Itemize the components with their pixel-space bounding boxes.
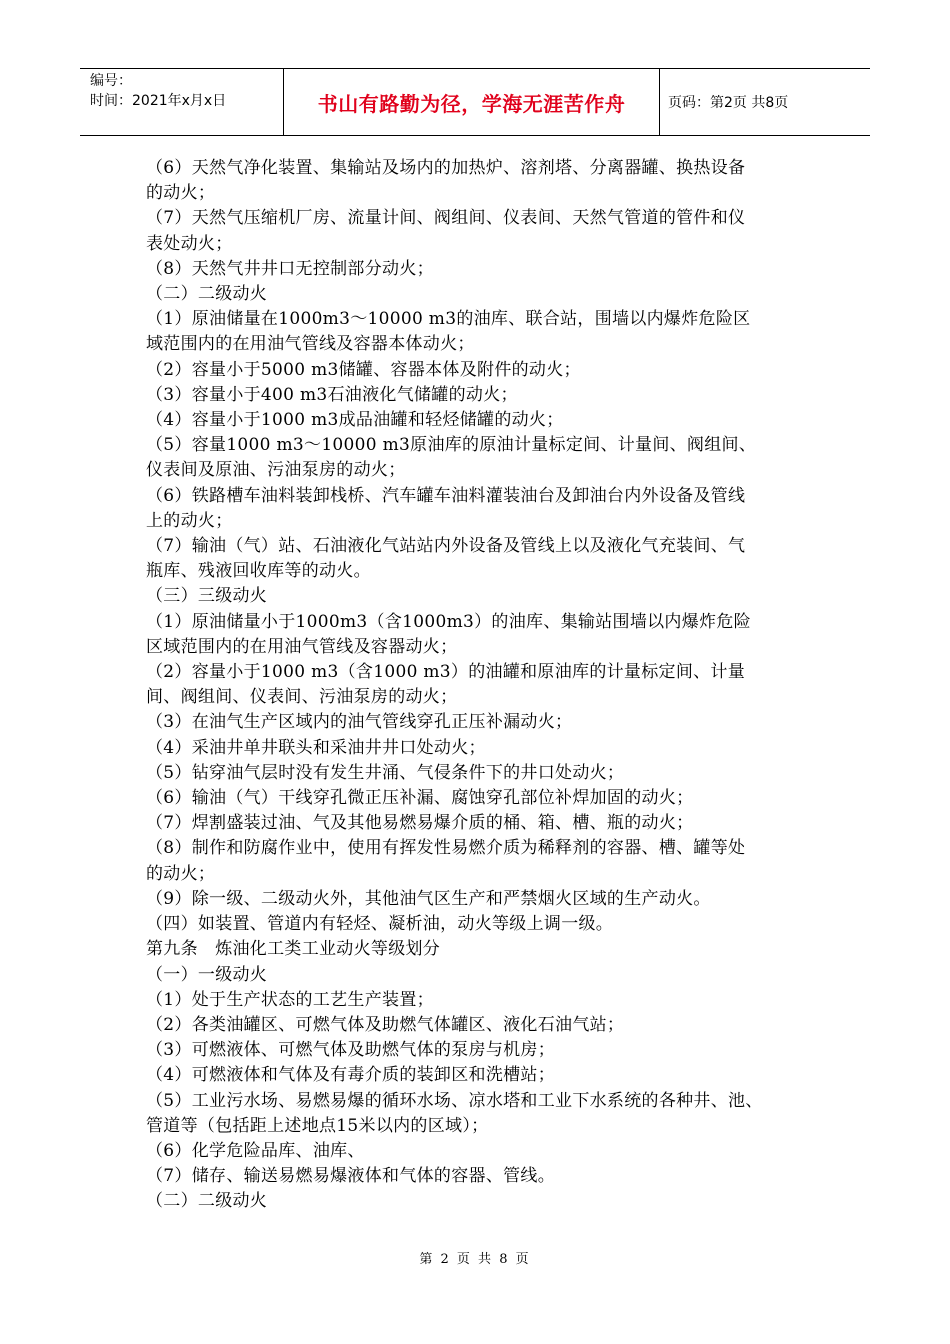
- body-line: （5）容量1000 m3～10000 m3原油库的原油计量标定间、计量间、阀组间、: [146, 435, 757, 456]
- body-line: （6）化学危险品库、油库、: [146, 1140, 365, 1161]
- body-line: （8）天然气井井口无控制部分动火；: [146, 258, 434, 279]
- body-line: 上的动火；: [146, 510, 233, 531]
- document-number-label: 编号：: [90, 73, 132, 89]
- body-line: （2）容量小于5000 m3储罐、容器本体及附件的动火；: [146, 359, 581, 380]
- document-header: [80, 68, 870, 136]
- header-meta: [80, 69, 284, 135]
- body-line: （6）铁路槽车油料装卸栈桥、汽车罐车油料灌装油台及卸油台内外设备及管线: [146, 485, 746, 506]
- body-line: 间、阀组间、仪表间、污油泵房的动火；: [146, 687, 458, 708]
- body-line: （4）可燃液体和气体及有毒介质的装卸区和洗槽站；: [146, 1065, 556, 1086]
- body-line: 仪表间及原油、污油泵房的动火；: [146, 460, 406, 481]
- body-line: （三）三级动火: [146, 586, 268, 607]
- body-line: （1）原油储量在1000m3～10000 m3的油库、联合站，围墙以内爆炸危险区: [146, 309, 751, 330]
- page-footer: 第 2 页 共 8 页: [419, 1252, 531, 1267]
- body-line: （8）制作和防腐作业中，使用有挥发性易燃介质为稀释剂的容器、槽、罐等处: [146, 838, 746, 859]
- body-line: （7）输油（气）站、石油液化气站站内外设备及管线上以及液化气充装间、气: [146, 536, 746, 557]
- body-line: 区域范围内的在用油气管线及容器动火；: [146, 636, 458, 657]
- body-line: （7）焊割盛装过油、气及其他易燃易爆介质的桶、箱、槽、瓶的动火；: [146, 813, 694, 834]
- body-line: （6）输油（气）干线穿孔微正压补漏、腐蚀穿孔部位补焊加固的动火；: [146, 788, 694, 809]
- body-line: （9）除一级、二级动火外，其他油气区生产和严禁烟火区域的生产动火。: [146, 888, 711, 909]
- body-line: （二）二级动火: [146, 1191, 268, 1212]
- body-line: （5）工业污水场、易燃易爆的循环水场、凉水塔和工业下水系统的各种井、池、: [146, 1090, 763, 1111]
- document-time-label: 时间：2021年x月x日: [90, 93, 227, 109]
- body-line: （一）一级动火: [146, 964, 268, 985]
- body-line: 表处动火；: [146, 233, 233, 254]
- body-line: 瓶库、残液回收库等的动火。: [146, 561, 371, 582]
- body-line: （7）天然气压缩机厂房、流量计间、阀组间、仪表间、天然气管道的管件和仪: [146, 208, 746, 229]
- body-line: （四）如装置、管道内有轻烃、凝析油，动火等级上调一级。: [146, 914, 614, 935]
- body-line: （3）可燃液体、可燃气体及助燃气体的泵房与机房；: [146, 1040, 556, 1061]
- body-line: （2）各类油罐区、可燃气体及助燃气体罐区、液化石油气站；: [146, 1014, 625, 1035]
- body-line: （二）二级动火: [146, 284, 268, 305]
- body-line: （7）储存、输送易燃易爆液体和气体的容器、管线。: [146, 1166, 556, 1187]
- body-line: 管道等（包括距上述地点15米以内的区域）；: [146, 1115, 489, 1136]
- body-line: （1）原油储量小于1000m3（含1000m3）的油库、集输站围墙以内爆炸危险: [146, 611, 751, 632]
- header-page-info: 页码：第2页 共8页: [668, 95, 789, 111]
- header-motto: 书山有路勤为径，学海无涯苦作舟: [284, 69, 660, 135]
- body-line: 的动火；: [146, 863, 216, 884]
- body-line: （4）采油井单井联头和采油井井口处动火；: [146, 737, 486, 758]
- body-line: （6）天然气净化装置、集输站及场内的加热炉、溶剂塔、分离器罐、换热设备: [146, 158, 746, 178]
- body-line: （1）处于生产状态的工艺生产装置；: [146, 989, 434, 1010]
- body-line: （3）在油气生产区域内的油气管线穿孔正压补漏动火；: [146, 712, 573, 733]
- body-line: 第九条 炼油化工类工业动火等级划分: [146, 939, 441, 960]
- body-line: （5）钻穿油气层时没有发生井涌、气侵条件下的井口处动火；: [146, 762, 625, 783]
- body-line: （4）容量小于1000 m3成品油罐和轻烃储罐的动火；: [146, 410, 564, 431]
- body-line: （2）容量小于1000 m3（含1000 m3）的油罐和原油库的计量标定间、计量: [146, 662, 746, 683]
- body-line: 的动火；: [146, 183, 216, 204]
- document-body: [146, 156, 836, 1215]
- body-line: 域范围内的在用油气管线及容器本体动火；: [146, 334, 475, 355]
- body-line: （3）容量小于400 m3石油液化气储罐的动火；: [146, 384, 518, 405]
